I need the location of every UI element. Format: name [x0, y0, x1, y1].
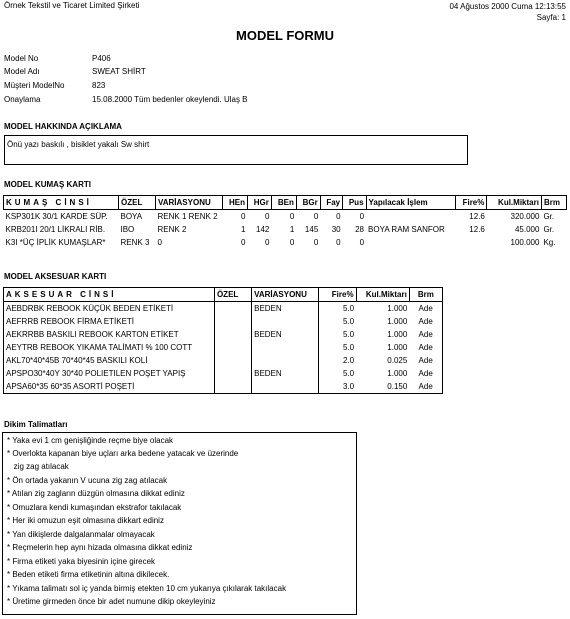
sewing-line: * Firma etiketi yaka biyesinin içine girecek: [7, 557, 156, 566]
header-right: [449, 1, 566, 23]
fabric-table: [3, 195, 567, 249]
fabric-cell: 12.6: [469, 225, 485, 234]
accessory-cell: 2.0: [319, 354, 356, 367]
fabric-header-row: [4, 196, 567, 210]
approval-label: Onaylama: [4, 95, 41, 104]
fabric-row: [4, 210, 567, 224]
fabric-col-miktar: Kul.Miktarı: [487, 196, 542, 210]
accessory-cell: Ade: [409, 367, 442, 380]
accessory-cell: 1.000: [387, 317, 408, 326]
customer-model-value: 823: [92, 81, 106, 90]
accessory-cell: [214, 367, 251, 380]
accessory-row: [4, 328, 443, 341]
accessory-cell: Ade: [409, 380, 442, 394]
fabric-col-fay: Fay: [320, 196, 342, 210]
fabric-cell: Kg.: [543, 238, 556, 247]
accessory-cell: 1.000: [387, 330, 408, 339]
accessory-col-cinsi: AKSESUAR CİNSİ: [4, 288, 215, 302]
fabric-row: [4, 223, 567, 236]
fabric-cell: K3I *ÜÇ İPLİK KUMAŞLAR*: [5, 238, 106, 247]
fabric-cell: RENK 1 RENK 2: [157, 212, 218, 221]
sewing-line: * Her iki omuzun eşit olmasına dikkart ediniz: [7, 516, 164, 525]
accessory-col-brm: Brm: [409, 288, 442, 302]
accessory-cell: 1.000: [387, 343, 408, 352]
accessory-row: [4, 315, 443, 328]
accessory-row: [4, 367, 443, 380]
fabric-cell: 0: [289, 238, 295, 247]
fabric-cell: 0: [359, 212, 365, 221]
fabric-cell: 142: [256, 225, 270, 234]
fabric-col-islem: Yapılacak İşlem: [366, 196, 455, 210]
fabric-cell: [366, 236, 455, 249]
fabric-cell: 0: [264, 238, 270, 247]
accessory-cell: [252, 380, 319, 394]
fabric-cell: 0: [264, 212, 270, 221]
fabric-cell: 12.6: [469, 212, 485, 221]
fabric-cell: 1: [289, 225, 295, 234]
accessory-cell: AEYTRB REBOOK YIKAMA TALİMATI % 100 COTT: [4, 341, 215, 354]
fabric-col-cinsi: KUMAŞ CİNSİ: [4, 196, 119, 210]
accessory-cell: Ade: [409, 315, 442, 328]
accessory-cell: [214, 315, 251, 328]
sewing-line: * Beden etiketi firma etiketinin altına dikilecek.: [7, 570, 170, 579]
sewing-line: * Ön ortada yakanın V ucuna zig zag atılacak: [7, 476, 168, 485]
fabric-col-bgr: BGr: [296, 196, 320, 210]
fabric-cell: [366, 210, 455, 224]
accessory-cell: [214, 328, 251, 341]
description-text: Önü yazı baskılı , bisiklet yakalı Sw shirt: [7, 140, 150, 149]
accessory-cell: BEDEN: [252, 328, 319, 341]
fabric-cell: BOYA RAM SANFOR: [368, 225, 445, 234]
fabric-col-pus: Pus: [343, 196, 366, 210]
model-no-label: Model No: [4, 54, 39, 63]
company-name: Örnek Tekstil ve Ticaret Limited Şirketi: [4, 1, 140, 10]
sewing-line: * Reçmelerin hep aynı hizada olmasına dikkat ediniz: [7, 543, 193, 552]
accessory-cell: 1.000: [387, 369, 408, 378]
model-name-value: SWEAT SHİRT: [92, 67, 146, 76]
fabric-col-variasyon: VARİASYONU: [156, 196, 223, 210]
fabric-cell: IBO: [120, 225, 135, 234]
fabric-cell: 100.000: [510, 238, 540, 247]
fabric-cell: 0: [157, 238, 162, 247]
fabric-cell: 0: [241, 238, 246, 247]
fabric-cell: 320.000: [510, 212, 540, 221]
fabric-cell: 45.000: [514, 225, 540, 234]
accessory-header-row: [4, 288, 443, 302]
accessory-cell: 5.0: [319, 302, 356, 316]
accessory-cell: AKL70*40*45B 70*40*45 BASKILI KOLİ: [4, 354, 215, 367]
fabric-cell: BOYA: [120, 212, 143, 221]
fabric-cell: RENK 2: [157, 225, 187, 234]
accessory-cell: APSA60*35 60*35 ASORTİ POŞETİ: [4, 380, 215, 394]
accessory-cell: BEDEN: [252, 367, 319, 380]
sewing-instructions-box: [2, 432, 357, 615]
fabric-heading: MODEL KUMAŞ KARTI: [4, 180, 91, 189]
accessory-table: [3, 287, 443, 394]
accessory-row: [4, 302, 443, 316]
accessory-cell: [252, 315, 319, 328]
accessory-cell: 0.150: [356, 380, 409, 394]
description-box: [4, 135, 468, 165]
fabric-cell: 0: [289, 212, 295, 221]
sewing-line: * Üretime girmeden önce bir adet numune dikip okeyleyiniz: [7, 597, 216, 606]
fabric-cell: KSP301K 30/1 KARDE SÜP.: [5, 212, 108, 221]
fabric-cell: KRB201I 20/1 LİKRALI RİB.: [5, 225, 106, 234]
sewing-line: * Atılan zig zagların düzgün olmasına dikkat ediniz: [7, 489, 185, 498]
fabric-cell: 28: [355, 225, 365, 234]
accessory-cell: BEDEN: [252, 302, 319, 316]
accessory-cell: Ade: [409, 328, 442, 341]
description-heading: MODEL HAKKINDA AÇIKLAMA: [4, 122, 122, 131]
fabric-col-ozel: ÖZEL: [119, 196, 156, 210]
fabric-cell: 0: [336, 212, 341, 221]
fabric-cell: 145: [304, 225, 319, 234]
accessory-cell: 5.0: [319, 341, 356, 354]
fabric-cell: 30: [331, 225, 341, 234]
accessory-cell: [252, 341, 319, 354]
accessory-cell: [214, 380, 251, 394]
page-title: MODEL FORMU: [236, 28, 334, 43]
fabric-cell: 0: [313, 238, 319, 247]
fabric-cell: 0: [313, 212, 319, 221]
fabric-row: [4, 236, 567, 249]
customer-model-label: Müşteri ModelNo: [4, 81, 65, 90]
fabric-cell: Gr.: [543, 225, 555, 234]
sewing-line: * Yaka evi 1 cm genişliğinde reçme biye olacak: [7, 436, 174, 445]
model-no-value: P406: [92, 54, 111, 63]
print-datetime: 04 Ağustos 2000 Cuma 12:13:55: [449, 2, 566, 11]
fabric-col-hgr: HGr: [247, 196, 271, 210]
sewing-line: * Yıkama talimatı sol iç yanda birmiş etekten 10 cm yukarıya çıkılarak takılacak: [7, 584, 287, 593]
sewing-line: * Overlokta kapanan biye uçları arka bedene yatacak ve üzerinde: [7, 449, 239, 458]
page-number: Sayfa: 1: [536, 13, 566, 22]
accessory-cell: Ade: [409, 341, 442, 354]
fabric-col-fire: Fire%: [455, 196, 487, 210]
accessory-col-fire: Fire%: [319, 288, 356, 302]
accessory-cell: 5.0: [319, 367, 356, 380]
fabric-cell: 1: [241, 225, 246, 234]
accessory-cell: 5.0: [319, 315, 356, 328]
sewing-line: * Omuzlara kendi kumaşından ekstrafor takılacak: [7, 503, 182, 512]
accessory-cell: Ade: [409, 302, 442, 316]
accessory-col-ozel: ÖZEL: [214, 288, 251, 302]
fabric-col-brm: Brm: [541, 196, 566, 210]
accessory-cell: AEKRRBB BASKILI REBOOK KARTON ETİKET: [4, 328, 215, 341]
fabric-cell: 0: [241, 212, 246, 221]
model-name-label: Model Adı: [4, 67, 40, 76]
accessory-cell: 3.0: [319, 380, 356, 394]
accessory-row: [4, 354, 443, 367]
fabric-col-hen: HEn: [223, 196, 248, 210]
approval-value: 15.08.2000 Tüm bedenler okeylendi. Ulaş B: [92, 95, 248, 104]
accessory-cell: [252, 354, 319, 367]
sewing-line: zig zag atılacak: [7, 462, 69, 471]
accessory-row: [4, 341, 443, 354]
fabric-cell: RENK 3: [120, 238, 150, 247]
fabric-cell: 0: [336, 238, 341, 247]
accessory-row: [4, 380, 443, 394]
accessory-cell: 0.025: [387, 356, 408, 365]
fabric-cell: [455, 236, 487, 249]
accessory-col-variasyon: VARİASYONU: [252, 288, 319, 302]
fabric-cell: 0: [359, 238, 365, 247]
accessory-cell: Ade: [409, 354, 442, 367]
sewing-line: * Yan dikişlerde dalgalanmalar olmayacak: [7, 530, 155, 539]
sewing-heading: Dikim Talimatları: [4, 420, 68, 429]
accessory-cell: 1.000: [387, 304, 408, 313]
accessory-col-miktar: Kul.Miktarı: [356, 288, 409, 302]
accessory-cell: 5.0: [319, 328, 356, 341]
accessory-cell: [214, 341, 251, 354]
fabric-col-ben: BEn: [271, 196, 296, 210]
accessory-cell: APSPO30*40Y 30*40 POLIETILEN POŞET YAPIŞ: [4, 367, 215, 380]
accessory-heading: MODEL AKSESUAR KARTI: [4, 272, 107, 281]
accessory-cell: AEFRRB REBOOK FİRMA ETİKETİ: [4, 315, 215, 328]
accessory-cell: [214, 354, 251, 367]
accessory-cell: AEBDRBK REBOOK KÜÇÜK BEDEN ETİKETİ: [4, 302, 215, 316]
accessory-cell: [214, 302, 251, 316]
fabric-cell: Gr.: [543, 212, 555, 221]
